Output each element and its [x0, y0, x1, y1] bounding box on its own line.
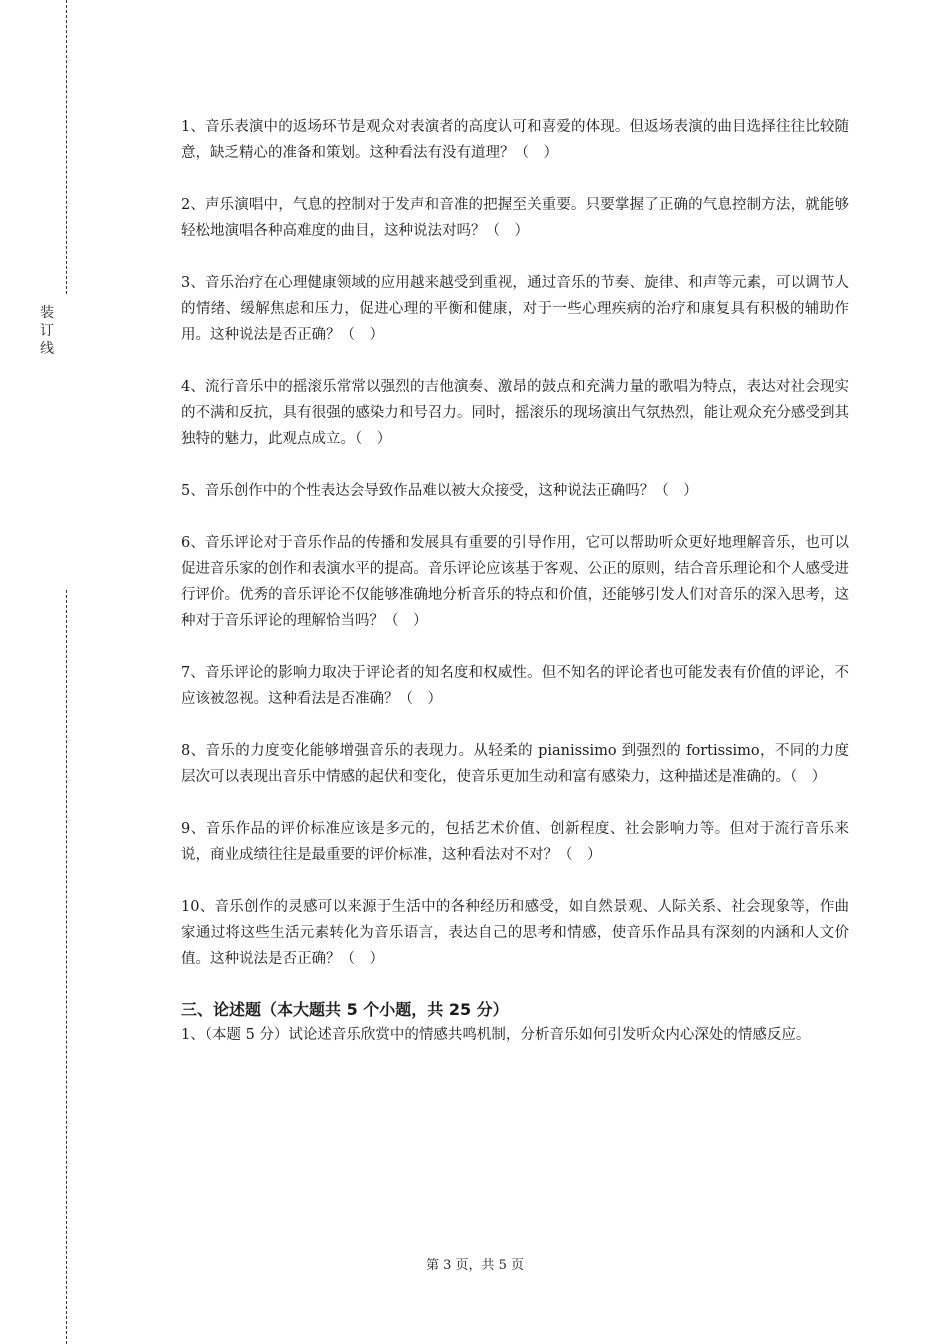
true-false-question: 6、音乐评论对于音乐作品的传播和发展具有重要的引导作用，它可以帮助听众更好地理解音乐，也可以促进音乐家的创作和表演水平的提高。音乐评论应该基于客观、公正的原则，结合音乐理论和个人感受进行评价。优秀的音乐评论不仅能够准确地分析音乐的特点和价值，还能够引发人们对音乐的深入思考，这种对于音乐评论的理解恰当吗？（ ） — [181, 535, 849, 629]
true-false-question: 3、音乐治疗在心理健康领域的应用越来越受到重视，通过音乐的节奏、旋律、和声等元素，可以调节人的情绪、缓解焦虑和压力，促进心理的平衡和健康，对于一些心理疾病的治疗和康复具有积极的辅助作用。这种说法是否正确？（ ） — [181, 275, 849, 343]
true-false-question: 8、音乐的力度变化能够增强音乐的表现力。从轻柔的 pianissimo 到强烈的 fortissimo，不同的力度层次可以表现出音乐中情感的起伏和变化，使音乐更加生动和富有感染力，这种描述是准确的。（ ） — [181, 743, 849, 785]
page-content — [181, 114, 849, 1048]
true-false-question: 9、音乐作品的评价标准应该是多元的，包括艺术价值、创新程度、社会影响力等。但对于流行音乐来说，商业成绩往往是最重要的评价标准，这种看法对不对？（ ） — [181, 821, 849, 863]
binding-char: 装 — [40, 305, 54, 321]
binding-label — [38, 304, 56, 358]
essay-question: 1、（本题 5 分）试论述音乐欣赏中的情感共鸣机制，分析音乐如何引发听众内心深处的情感反应。 — [181, 1027, 811, 1043]
true-false-question: 10、音乐创作的灵感可以来源于生活中的各种经历和感受，如自然景观、人际关系、社会现象等，作曲家通过将这些生活元素转化为音乐语言，表达自己的思考和情感，使音乐作品具有深刻的内涵和人文价值。这种说法是否正确？（ ） — [181, 899, 849, 967]
true-false-question: 7、音乐评论的影响力取决于评论者的知名度和权威性。但不知名的评论者也可能发表有价值的评论，不应该被忽视。这种看法是否准确？（ ） — [181, 665, 849, 707]
true-false-question: 2、声乐演唱中，气息的控制对于发声和音准的把握至关重要。只要掌握了正确的气息控制方法，就能够轻松地演唱各种高难度的曲目，这种说法对吗？（ ） — [181, 197, 849, 239]
true-false-question: 4、流行音乐中的摇滚乐常常以强烈的吉他演奏、激昂的鼓点和充满力量的歌唱为特点，表达对社会现实的不满和反抗，具有很强的感染力和号召力。同时，摇滚乐的现场演出气氛热烈，能让观众充分感受到其独特的魅力，此观点成立。（ ） — [181, 379, 849, 447]
binding-line-bottom — [66, 590, 67, 1344]
true-false-question: 5、音乐创作中的个性表达会导致作品难以被大众接受，这种说法正确吗？（ ） — [181, 483, 698, 499]
section-title: 三、论述题（本大题共 5 个小题，共 25 分） — [181, 1000, 509, 1019]
page-number: 第 3 页，共 5 页 — [425, 1258, 525, 1273]
true-false-question: 1、音乐表演中的返场环节是观众对表演者的高度认可和喜爱的体现。但返场表演的曲目选择往往比较随意，缺乏精心的准备和策划。这种看法有没有道理？（ ） — [181, 119, 849, 161]
binding-char: 订 — [40, 323, 54, 339]
binding-line-top — [66, 0, 67, 294]
binding-char: 线 — [40, 341, 54, 357]
